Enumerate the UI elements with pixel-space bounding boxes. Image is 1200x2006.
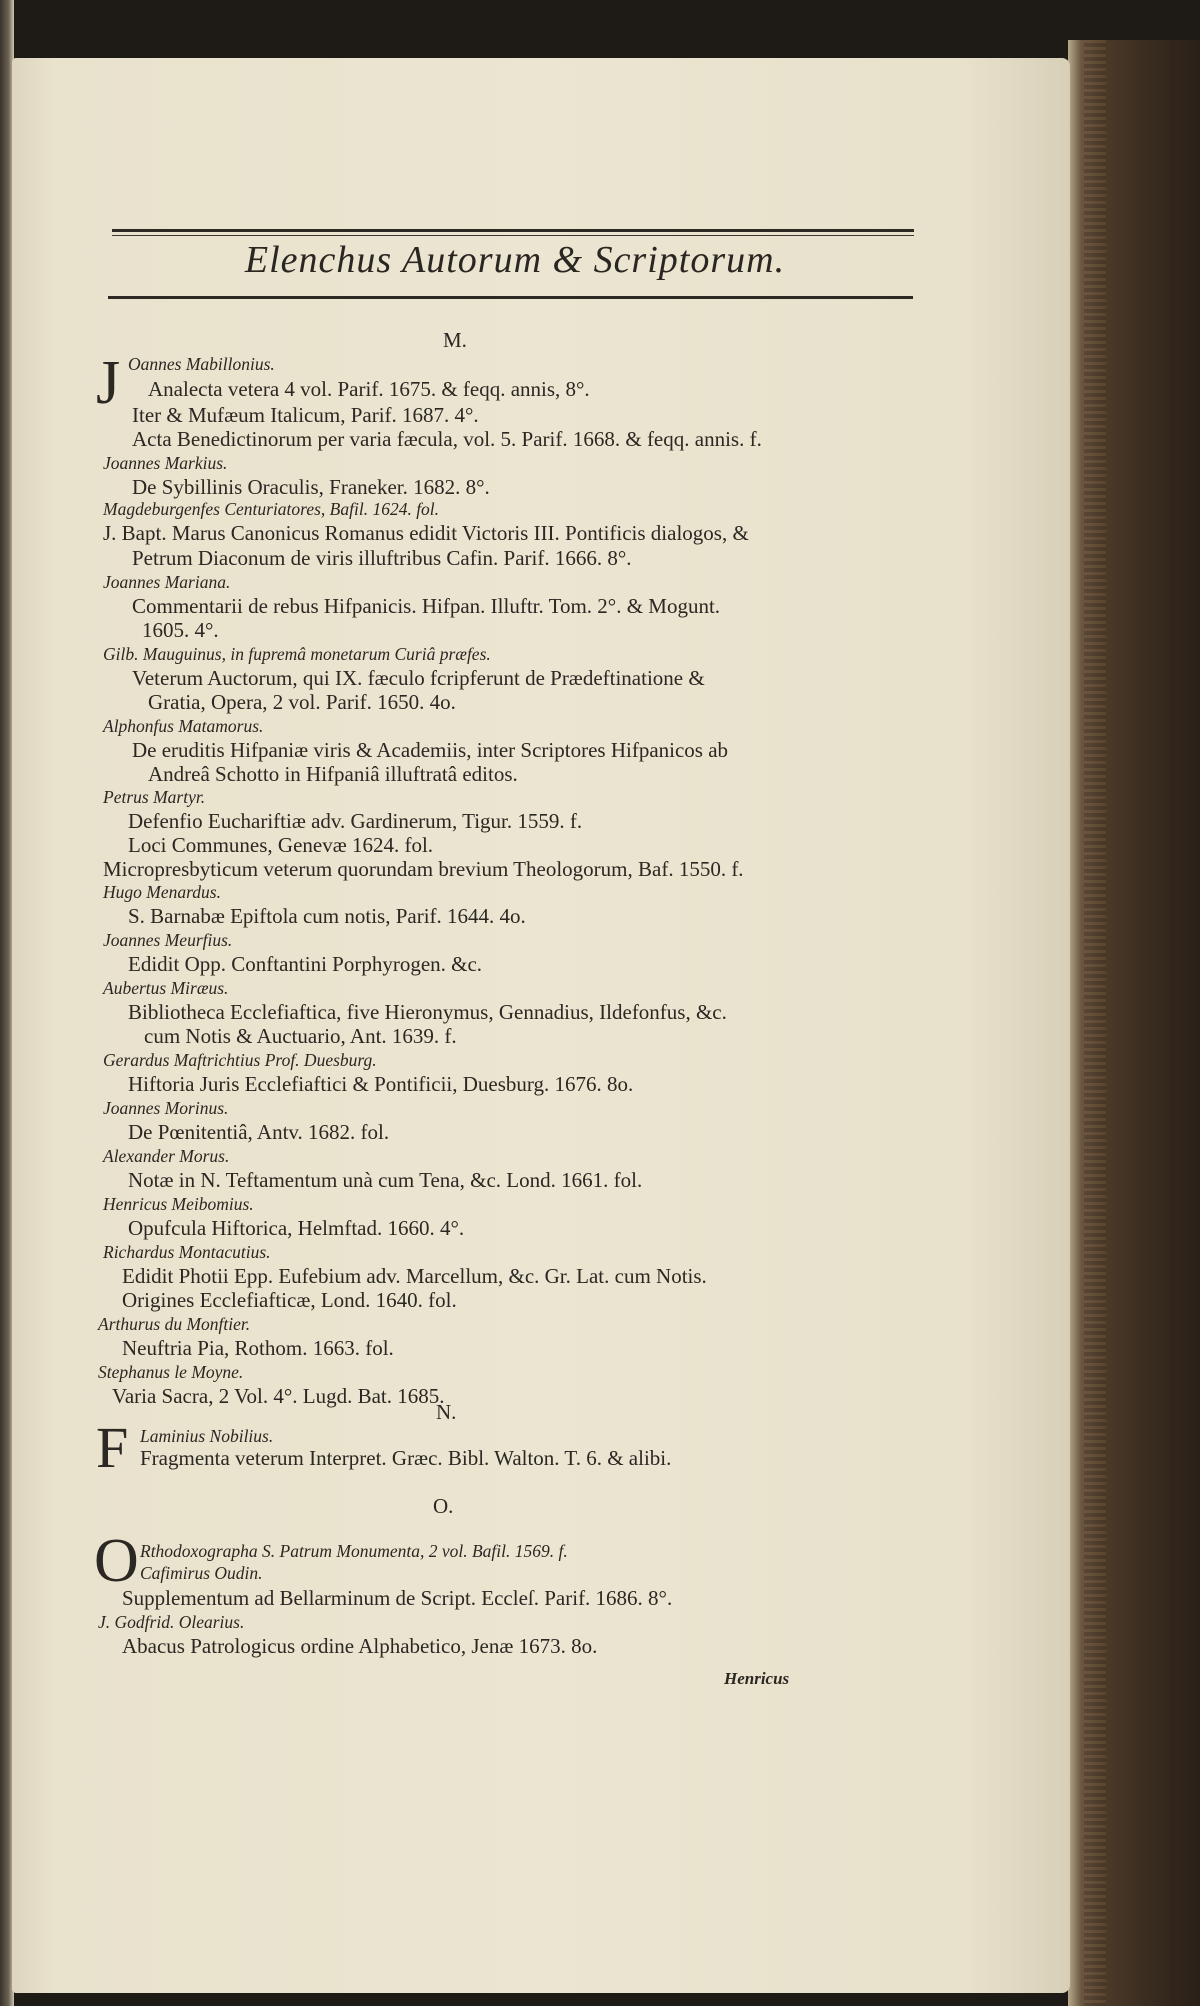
header-rule-top [112, 229, 914, 232]
author-line: Cafimirus Oudin. [140, 1563, 263, 1583]
work-line: Varia Sacra, 2 Vol. 4°. Lugd. Bat. 1685. [112, 1384, 445, 1408]
author-line: Joannes Markius. [103, 453, 228, 473]
work-line: Commentarii de rebus Hifpanicis. Hifpan. Illuftr. Tom. 2°. & Mogunt. [132, 594, 721, 618]
work-line: Notæ in N. Teftamentum unà cum Tena, &c. Lond. 1661. fol. [128, 1168, 643, 1192]
work-line: De Sybillinis Oraculis, Franeker. 1682. 8°. [132, 475, 490, 499]
catchword: Henricus [724, 1669, 790, 1688]
work-line: Veterum Auctorum, qui IX. fæculo fcripferunt de Prædeftinatione & [132, 666, 705, 690]
section-heading-o: O. [433, 1494, 454, 1518]
work-line: Abacus Patrologicus ordine Alphabetico, Jenæ 1673. 8o. [122, 1634, 598, 1658]
work-line: Edidit Opp. Conftantini Porphyrogen. &c. [128, 952, 483, 976]
work-line: Supplementum ad Bellarminum de Script. Eccleſ. Parif. 1686. 8°. [122, 1586, 673, 1610]
work-line: Micropresbyticum veterum quorundam brevium Theologorum, Baf. 1550. f. [103, 857, 744, 881]
author-line: Joannes Morinus. [103, 1098, 229, 1118]
work-line: Neuftria Pia, Rothom. 1663. fol. [122, 1336, 394, 1360]
author-line: Laminius Nobilius. [140, 1426, 274, 1446]
author-line: Alexander Morus. [103, 1146, 230, 1166]
author-line: Joannes Meurfius. [103, 930, 233, 950]
work-line: Iter & Mufæum Italicum, Parif. 1687. 4°. [132, 403, 479, 427]
work-line: Fragmenta veterum Interpret. Græc. Bibl. Walton. T. 6. & alibi. [140, 1446, 672, 1470]
author-line: Arthurus du Monftier. [98, 1314, 251, 1334]
author-line: Oannes Mabillonius. [128, 354, 275, 374]
work-line: cum Notis & Auctuario, Ant. 1639. f. [144, 1024, 457, 1048]
author-line: Gerardus Maftrichtius Prof. Duesburg. [103, 1050, 377, 1070]
work-line: Bibliotheca Ecclefiaftica, five Hieronymus, Gennadius, Ildefonfus, &c. [128, 1000, 727, 1024]
author-line: Alphonfus Matamorus. [103, 716, 264, 736]
author-line: Gilb. Mauguinus, in fupremâ monetarum Curiâ præfes. [103, 644, 491, 664]
work-line: Loci Communes, Genevæ 1624. fol. [128, 833, 434, 857]
section-heading-n: N. [436, 1400, 457, 1424]
author-line: J. Godfrid. Olearius. [98, 1612, 245, 1632]
author-line: Henricus Meibomius. [103, 1194, 254, 1214]
work-line: Petrum Diaconum de viris illuftribus Cafin. Parif. 1666. 8°. [132, 546, 632, 570]
author-line: Magdeburgenfes Centuriatores, Bafil. 1624. fol. [103, 499, 440, 519]
work-line: Andreâ Schotto in Hifpaniâ illuftratâ editos. [148, 762, 518, 786]
work-line: Acta Benedictinorum per varia fæcula, vol. 5. Parif. 1668. & feqq. annis. f. [132, 427, 762, 451]
work-line: Gratia, Opera, 2 vol. Parif. 1650. 4o. [148, 690, 456, 714]
work-line: Analecta vetera 4 vol. Parif. 1675. & feqq. annis, 8°. [148, 377, 590, 401]
drop-cap-f: F [96, 1415, 129, 1480]
work-line: J. Bapt. Marus Canonicus Romanus edidit Victoris III. Pontificis dialogos, & [103, 521, 749, 545]
work-line: Edidit Photii Epp. Eufebium adv. Marcellum, &c. Gr. Lat. cum Notis. [122, 1264, 707, 1288]
author-line: Aubertus Miræus. [103, 978, 229, 998]
work-line: S. Barnabæ Epiftola cum notis, Parif. 1644. 4o. [128, 904, 526, 928]
page-header-title: Elenchus Autorum & Scriptorum. [244, 239, 786, 281]
work-line: De Pœnitentiâ, Antv. 1682. fol. [128, 1120, 390, 1144]
drop-cap-j: J [96, 349, 121, 417]
book-fore-edge [1068, 40, 1200, 2006]
author-line: Hugo Menardus. [103, 882, 221, 902]
work-line: De eruditis Hifpaniæ viris & Academiis, inter Scriptores Hifpanicos ab [132, 738, 729, 762]
header-rule-bottom [108, 296, 913, 299]
work-line: Hiftoria Juris Ecclefiaftici & Pontificii, Duesburg. 1676. 8o. [128, 1072, 634, 1096]
author-line: Rthodoxographa S. Patrum Monumenta, 2 vol. Bafil. 1569. f. [140, 1541, 568, 1561]
work-line: Origines Ecclefiafticæ, Lond. 1640. fol. [122, 1288, 457, 1312]
author-line: Stephanus le Moyne. [98, 1362, 244, 1382]
work-line: Defenfio Euchariftiæ adv. Gardinerum, Tigur. 1559. f. [128, 809, 583, 833]
work-line: Opufcula Hiftorica, Helmftad. 1660. 4°. [128, 1216, 465, 1240]
work-line: 1605. 4°. [142, 618, 219, 642]
author-line: Petrus Martyr. [103, 787, 206, 807]
author-line: Joannes Mariana. [103, 572, 231, 592]
drop-cap-o: O [94, 1527, 139, 1595]
author-line: Richardus Montacutius. [103, 1242, 271, 1262]
section-heading-m: M. [443, 328, 467, 352]
header-rule-top-thin [112, 235, 914, 236]
